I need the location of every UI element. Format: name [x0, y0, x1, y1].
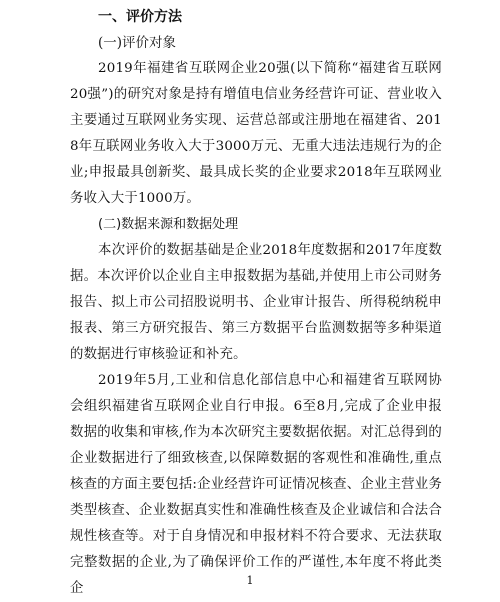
subsection-heading-data-source: (二)数据来源和数据处理 [98, 217, 239, 232]
document-body [70, 4, 442, 602]
paragraph-data-collection: 2019年5月,工业和信息化部信息中心和福建省互联网协会组织福建省互联网企业自行申报。6至8月,完成了企业申报数据的收集和审核,作为本次研究主要数据依据。对汇总得到的企业数据进行了细致核查,以保障数据的客观性和准确性,重点核查的方面主要包括:企业经营许可证情况核查、企业主营业务类型核查、企业数据真实性和准确性核查及企业诚信和合法合规性核查等。对于自身情况和申报材料不符合要求、无法获取完整数据的企业,为了确保评价工作的严谨性,本年度不将此类企 [70, 373, 442, 596]
page-number: 1 [246, 574, 254, 587]
subsection-heading-evaluation-object: (一)评价对象 [98, 35, 177, 51]
section-heading: 一、评价方法 [98, 9, 182, 25]
paragraph-data-basis: 本次评价的数据基础是企业2018年度数据和2017年度数据。本次评价以企业自主申报数据为基础,并使用上市公司财务报告、拟上市公司招股说明书、企业审计报告、所得税纳税申报表、第三方研究报告、第三方数据平台监测数据等多种渠道的数据进行审核验证和补充。 [70, 243, 442, 362]
paragraph-evaluation-object: 2019年福建省互联网企业20强(以下简称“福建省互联网20强”)的研究对象是持有增值电信业务经营许可证、营业收入主要通过互联网业务实现、运营总部或注册地在福建省、2018年互联网业务收入大于3000万元、无重大违法违规行为的企业;申报最具创新奖、最具成长奖的企业要求2018年互联网业务收入大于1000万。 [70, 61, 442, 206]
